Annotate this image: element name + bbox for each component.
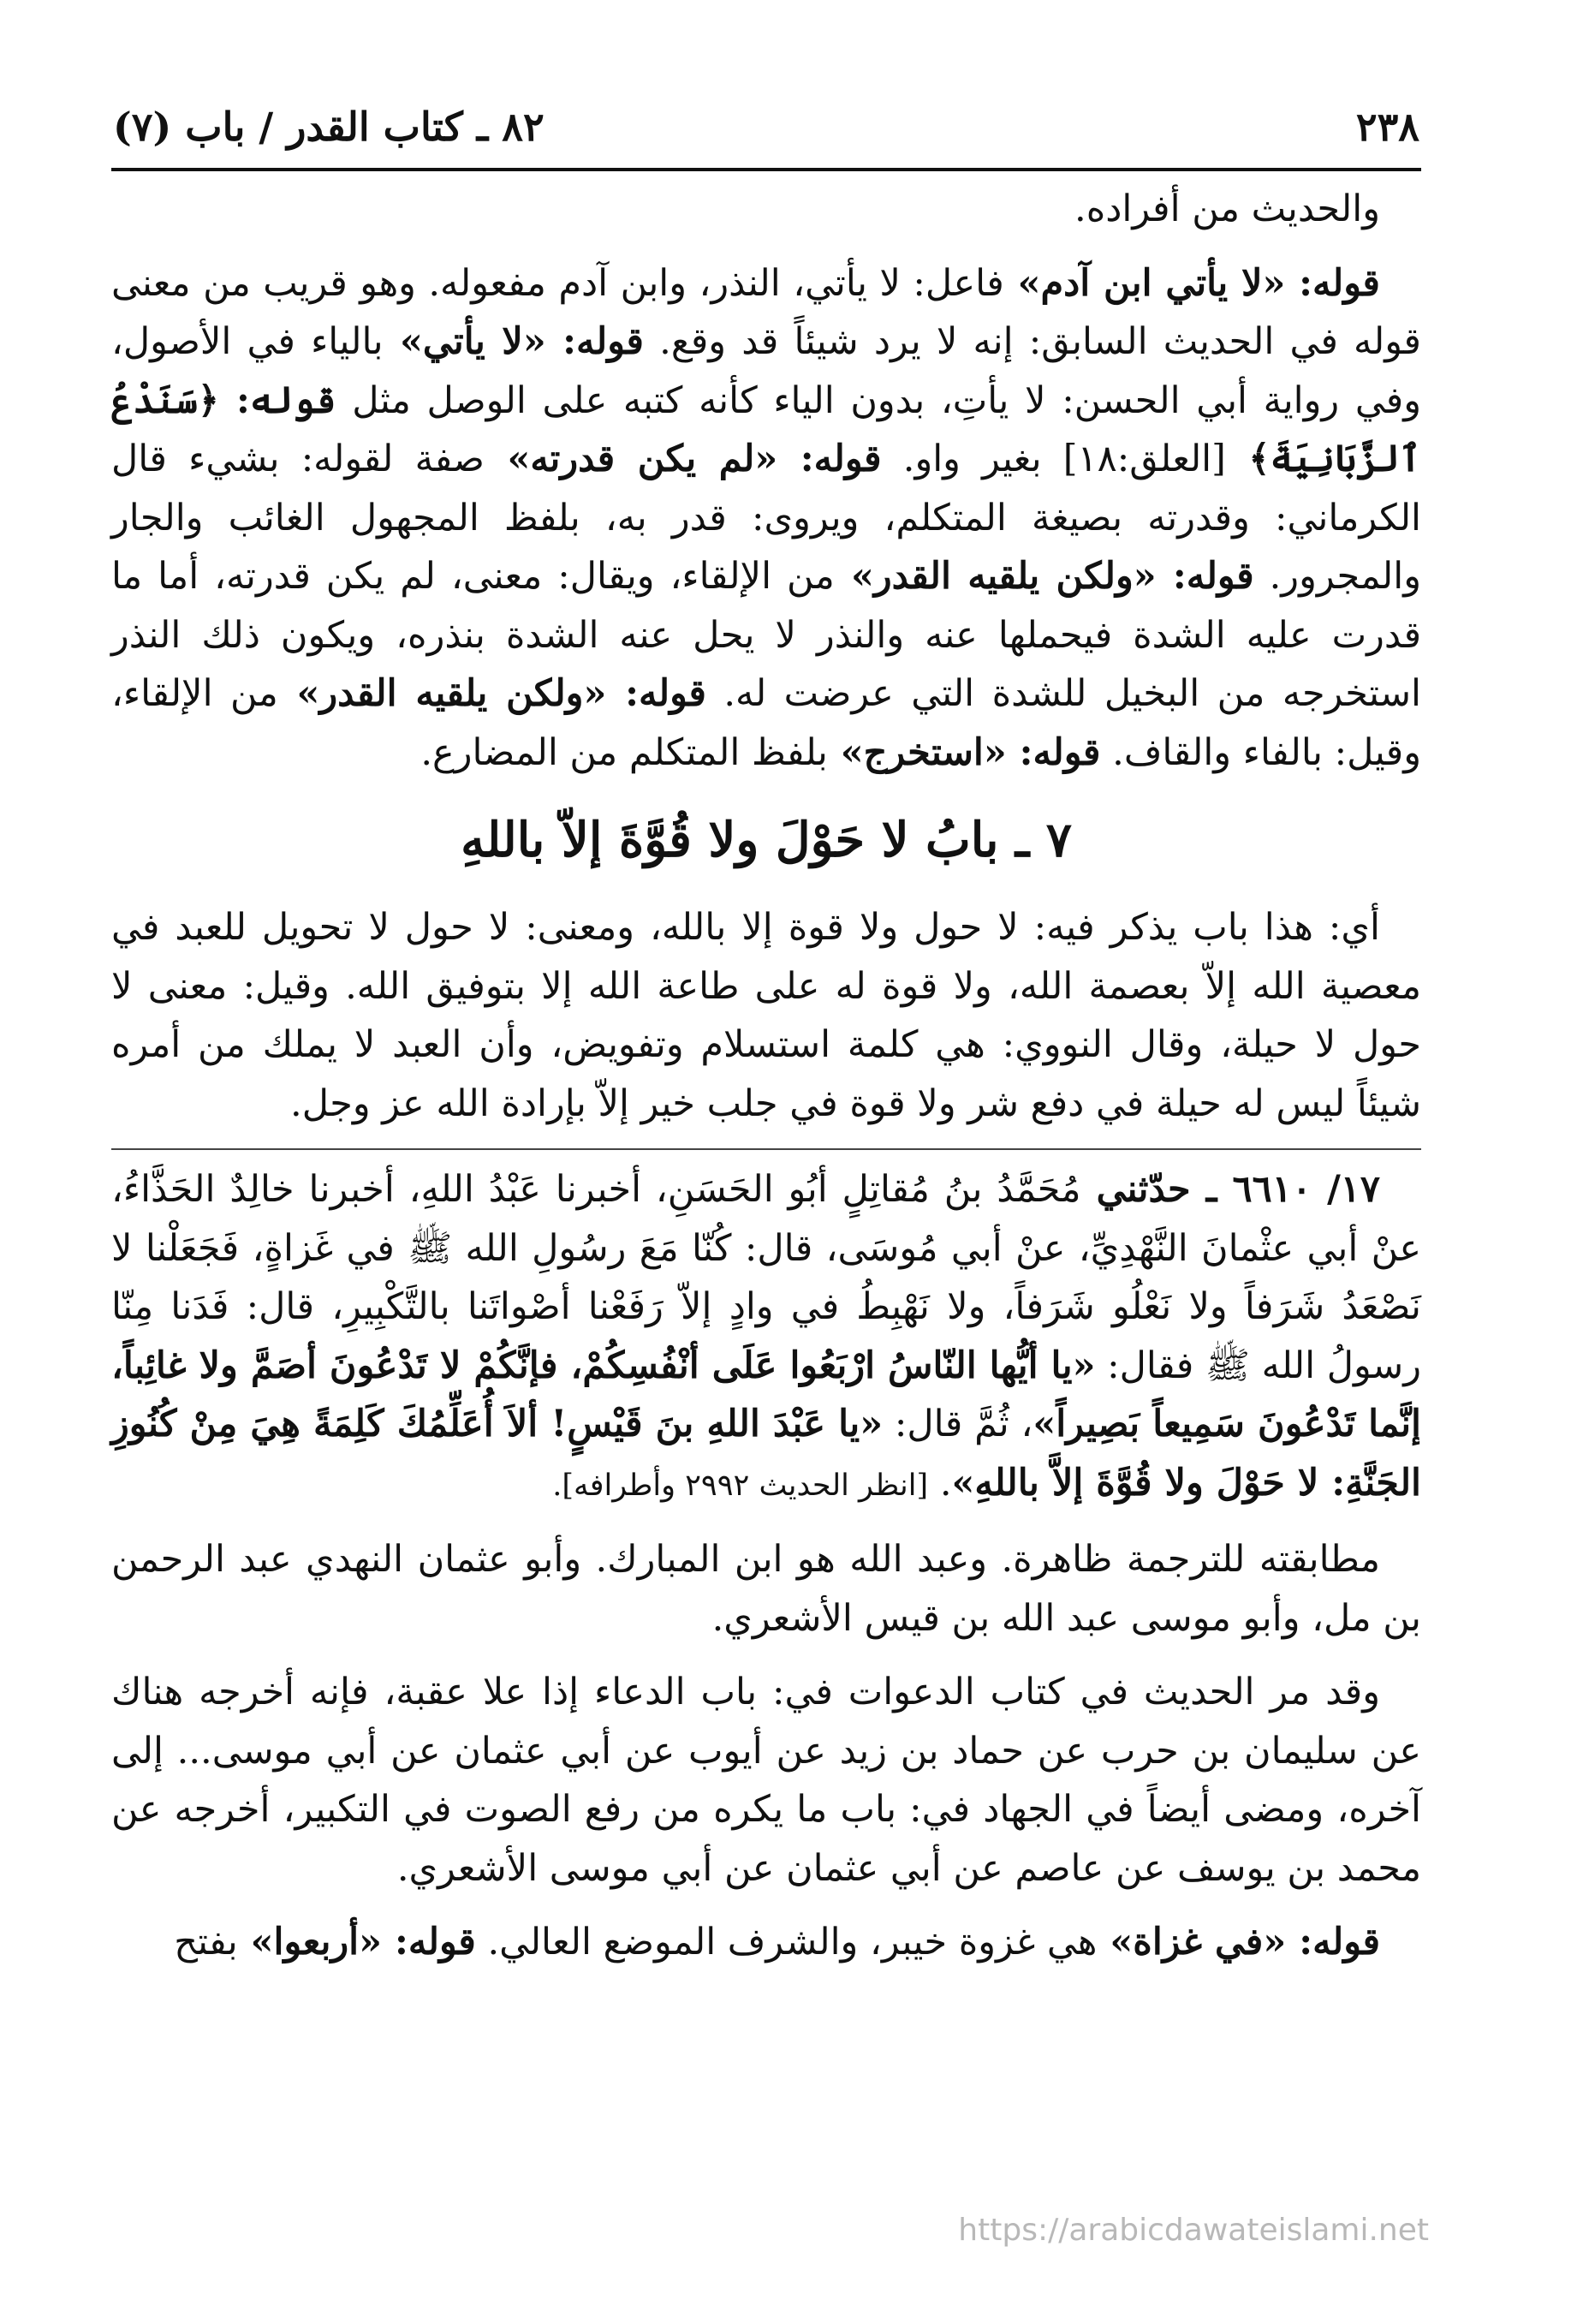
paragraph [111, 180, 1421, 239]
quoted-phrase: ١٧/ ٦٦١٠ ـ حدّثني [1080, 1168, 1380, 1211]
text-run: فاعل: لا يأتي، النذر، وابن آدم مفعوله. وهو قريب من معنى قوله في الحديث السابق: إنه لا يرد شيئاً قد وقع. [111, 261, 1421, 363]
text-run: مطابقته للترجمة ظاهرة. وعبد الله هو ابن المبارك. وأبو عثمان النهدي عبد الرحمن بن مل، وأبو موسى عبد الله بن قيس الأشعري. [111, 1538, 1421, 1640]
quoted-phrase: قوله: «ولكن يلقيه القدر» [277, 672, 706, 715]
quoted-phrase: «يا عَبْدَ اللهِ بنَ قَيْسٍ! ألاَ أُعَلِّمُكَ كَلِمَةً هِيَ مِنْ كُنُوزِ الجَنَّةِ: لا حَوْلَ ولا قُوَّةَ إلاَّ باللهِ» [111, 1403, 1421, 1505]
text-run: بلفظ المتكلم من المضارع. [420, 730, 828, 774]
paragraph [111, 1913, 1421, 1972]
text-run: ، ثُمَّ قال: [883, 1403, 1033, 1445]
commentary-block [111, 180, 1421, 782]
paragraph [111, 1530, 1421, 1648]
cross-reference: [انظر الحديث ٢٩٩٢ وأطرافه]. [552, 1468, 929, 1503]
text-run: [العلق:١٨] بغير واو. [881, 438, 1226, 480]
running-title: ٨٢ ـ كتاب القدر / باب (٧) [113, 104, 545, 150]
quoted-phrase: قوله: «استخرج» [827, 730, 1101, 774]
quoted-phrase: قوله: «لا يأتي» [383, 320, 644, 363]
hadith-text [111, 1148, 1421, 1515]
paragraph [111, 898, 1421, 1133]
watermark: https://arabicdawateislami.net [958, 2213, 1429, 2248]
text-run: مُحَمَّدُ بنُ مُقاتِلٍ أبُو الحَسَنِ، أخبرنا عَبْدُ اللهِ، أخبرنا خالِدٌ الحَذَّاءُ، عنْ أبي عثْمانَ النَّهْدِيِّ، عنْ أبي مُوسَى، قال: كُنّا مَعَ رسُولِ الله ﷺ في غَزاةٍ، فَجَعَلْنا لا نَصْعَدُ شَرَفاً ولا نَعْلُو شَرَفاً، ولا نَهْبِطُ في وادٍ إلاّ رَفَعْنا أصْواتَنا بالتَّكْبِيرِ، قال: فَدَنا مِنّا رسولُ الله ﷺ فقال: [111, 1168, 1421, 1387]
quoted-phrase: قوله: «أربعوا» [237, 1921, 476, 1963]
text-run: بالياء في الأصول، وفي رواية أبي الحسن: لا يأتِ، بدون الياء كأنه كتبه على الوصل مثل [111, 320, 1421, 422]
paragraph [111, 254, 1421, 783]
text-run: هي غزوة خيبر، والشرف الموضع العالي. [475, 1921, 1098, 1963]
page-body [111, 180, 1421, 1972]
text-run: من الإلقاء، ويقال: معنى، لم يكن قدرته، أما ما قدرت عليه الشدة فيحملها عنه والنذر لا يحل عنه الشدة بنذره، ويكون ذلك النذر استخرجه من البخيل للشدة التي عرضت له. [111, 555, 1421, 715]
chapter-intro [111, 898, 1421, 1133]
quoted-phrase: قوله: ﴿سَنَدْعُ ٱلزَّبَانِيَةَ﴾ [111, 378, 1421, 480]
text-run: من الإلقاء، وقيل: بالفاء والقاف. [111, 672, 1421, 774]
paragraph [111, 1663, 1421, 1898]
text-run: بفتح [174, 1921, 238, 1963]
text-run: . [928, 1461, 952, 1505]
text-run: والحديث من أفراده. [1074, 188, 1380, 230]
text-run: وقد مر الحديث في كتاب الدعوات في: باب الدعاء إذا علا عقبة، فإنه أخرجه هناك عن سليمان بن حرب عن حماد بن زيد عن أيوب عن أبي عثمان عن أبي موسى... إلى آخره، ومضى أيضاً في الجهاد في: باب ما يكره من رفع الصوت في التكبير، أخرجه عن محمد بن يوسف عن عاصم عن أبي عثمان عن أبي موسى الأشعري. [111, 1671, 1421, 1890]
page-number: ٢٣٨ [1355, 104, 1419, 150]
quoted-phrase: قوله: «لم يكن قدرته» [484, 438, 882, 480]
text-run: صفة لقوله: بشيء قال الكرماني: وقدرته بصيغة المتكلم، ويروى: قدر به، بلفظ المجهول الغائب والجار والمجرور. [111, 438, 1421, 598]
quoted-phrase: قوله: «لا يأتي ابن آدم» [1003, 261, 1380, 305]
quoted-phrase: قوله: «ولكن يلقيه القدر» [834, 555, 1254, 598]
quoted-phrase: قوله: «في غزاة» [1097, 1921, 1380, 1963]
page-header [111, 86, 1421, 171]
text-run: أي: هذا باب يذكر فيه: لا حول ولا قوة إلا بالله، ومعنى: لا حول لا تحويل للعبد في معصية الله إلاّ بعصمة الله، ولا قوة له على طاعة الله إلا بتوفيق الله. وقيل: معنى لا حول لا حيلة، وقال النووي: هي كلمة استسلام وتفويض، وأن العبد لا يملك من أمره شيئاً ليس له حيلة في دفع شر ولا قوة في جلب خير إلاّ بإرادة الله عز وجل. [111, 906, 1421, 1125]
hadith-commentary [111, 1530, 1421, 1972]
chapter-title: ٧ ـ بابُ لا حَوْلَ ولا قُوَّةَ إلاّ باللهِ [461, 812, 1072, 868]
quoted-phrase: «يا أيُّها النّاسُ ارْبَعُوا عَلَى أنْفُسِكُمْ، فإنَّكُمْ لا تَدْعُونَ أصَمَّ ولا غائِباً، إنَّما تَدْعُونَ سَمِيعاً بَصِيراً» [111, 1344, 1422, 1445]
book-page [111, 86, 1421, 2278]
